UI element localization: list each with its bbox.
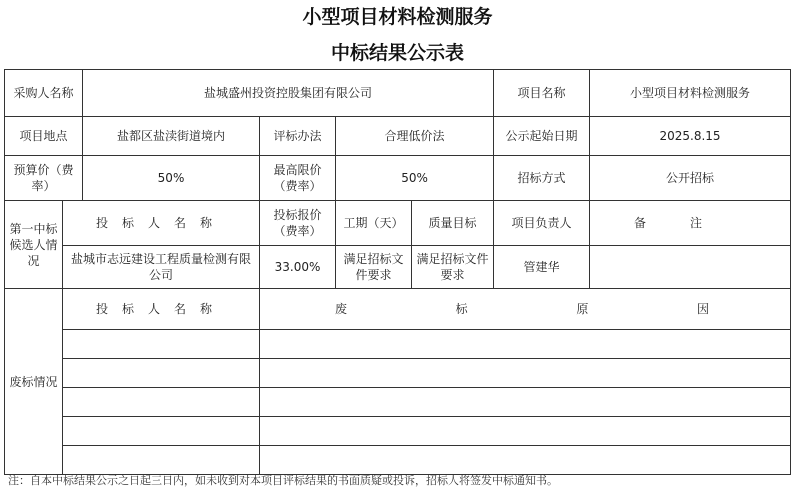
abandoned-reason-cell [260,388,791,417]
label-project-name: 项目名称 [494,70,590,117]
abandoned-reason-cell [260,446,791,475]
label-announcement-start-date: 公示起始日期 [494,117,590,156]
header-project-manager: 项目负责人 [494,201,590,246]
label-evaluation-method: 评标办法 [260,117,336,156]
row-abandoned-header [5,289,791,330]
page-title: 小型项目材料检测服务 [302,6,493,28]
value-evaluation-method: 合理低价法 [336,117,494,156]
abandoned-bidder-cell [63,388,260,417]
row-candidate [5,246,791,289]
abandoned-bidder-cell [63,359,260,388]
reason-char: 标 [455,302,468,316]
abandoned-bidder-cell [63,446,260,475]
page-subtitle: 中标结果公示表 [330,42,464,64]
row-price [5,156,791,201]
footnote: 注：自本中标结果公示之日起三日内，如未收到对本项目评标结果的书面质疑或投诉，招标人将签发中标通知书。 [8,474,558,487]
abandoned-row [5,330,791,359]
row-candidate-header [5,201,791,246]
candidate-project-manager: 管建华 [494,246,590,289]
value-project-location: 盐都区盐渎街道境内 [83,117,260,156]
label-purchaser: 采购人名称 [5,70,83,117]
candidate-bid-price: 33.00% [260,246,336,289]
header-remarks-text: 备注 [634,216,747,230]
value-project-name: 小型项目材料检测服务 [590,70,791,117]
header-bid-price: 投标报价（费率） [260,201,336,246]
header-bidder-name-text: 投标人名称 [96,216,227,230]
header-abandoned-bidder-name [63,289,260,330]
label-max-price: 最高限价（费率） [260,156,336,201]
abandoned-bidder-cell [63,417,260,446]
reason-char: 原 [576,302,589,316]
bid-result-table [4,69,791,475]
value-max-price: 50% [336,156,494,201]
header-abandoned-bidder-name-text: 投标人名称 [96,302,227,316]
candidate-name: 盐城市志远建设工程质量检测有限公司 [63,246,260,289]
label-abandoned-bids: 废标情况 [5,289,63,475]
abandoned-row [5,446,791,475]
header-quality-target: 质量目标 [412,201,494,246]
abandoned-reason-cell [260,330,791,359]
label-bidding-method: 招标方式 [494,156,590,201]
candidate-remarks [590,246,791,289]
header-abandoned-reason [260,289,791,330]
reason-char: 废 [335,302,348,316]
abandoned-row [5,417,791,446]
value-purchaser: 盐城盛州投资控股集团有限公司 [83,70,494,117]
abandoned-row [5,388,791,417]
reason-char: 因 [696,302,709,316]
header-duration: 工期（天） [336,201,412,246]
value-budget-price: 50% [83,156,260,201]
label-budget-price: 预算价（费率） [5,156,83,201]
candidate-quality-target: 满足招标文件要求 [412,246,494,289]
header-remarks [590,201,791,246]
abandoned-row [5,359,791,388]
label-project-location: 项目地点 [5,117,83,156]
header-bidder-name [63,201,260,246]
row-location [5,117,791,156]
label-first-candidate: 第一中标候选人情况 [5,201,63,289]
abandoned-reason-cell [260,417,791,446]
row-purchaser [5,70,791,117]
value-bidding-method: 公开招标 [590,156,791,201]
abandoned-bidder-cell [63,330,260,359]
value-announcement-start-date: 2025.8.15 [590,117,791,156]
candidate-duration: 满足招标文件要求 [336,246,412,289]
abandoned-reason-cell [260,359,791,388]
